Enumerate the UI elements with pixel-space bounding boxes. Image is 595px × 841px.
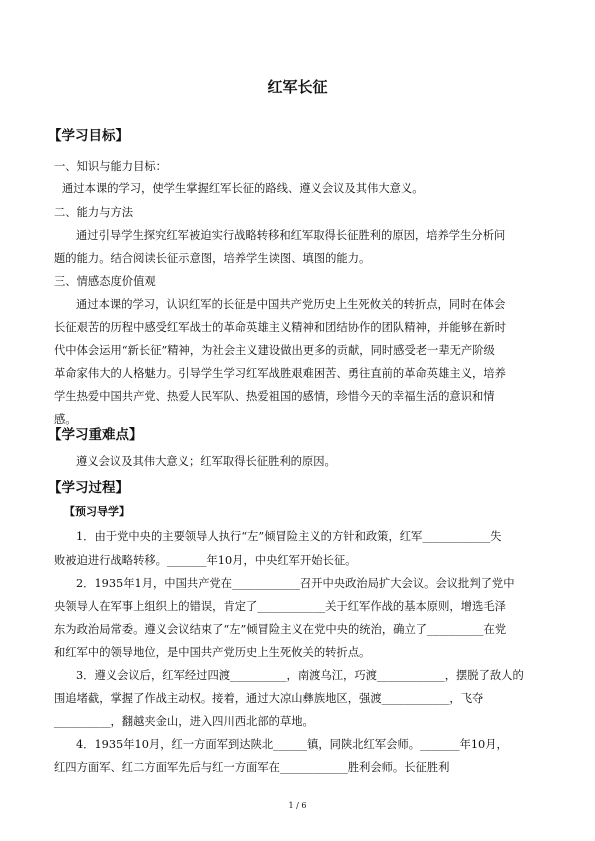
section-heading-goals: 【学习目标】 [48, 128, 129, 144]
question-line-3: 2．1935年1月，中国共产党在____________召开中央政治局扩大会议。会议批判了党中 [76, 577, 515, 590]
goal-line-8: 长征艰苦的历程中感受红军战士的革命英雄主义精神和团结协作的团队精神，并能够在新时 [54, 321, 506, 334]
goal-line-6: 三、情感态度价值观 [54, 275, 156, 288]
goal-line-10: 革命家伟大的人格魅力。引导学生学习红军战胜艰难困苦、勇往直前的革命英雄主义，培养 [54, 367, 506, 380]
question-line-8: 围追堵截，掌握了作战主动权。接着，通过大凉山彝族地区，强渡____________，飞夺 [54, 692, 484, 705]
subheading-preview: 【预习导学】 [64, 505, 130, 518]
section-heading-key-points: 【学习重难点】 [48, 427, 143, 443]
key-points-text: 遵义会议及其伟大意义；红军取得长征胜利的原因。 [76, 455, 336, 468]
goal-line-5: 题的能力。结合阅读长征示意图，培养学生读图、填图的能力。 [54, 252, 371, 265]
goal-line-3: 二、能力与方法 [54, 206, 134, 219]
question-line-9: __________，翻越夹金山，进入四川西北部的草地。 [54, 715, 314, 728]
goal-line-4: 通过引导学生探究红军被迫实行战略转移和红军取得长征胜利的原因，培养学生分析问 [76, 229, 506, 242]
page-title: 红军长征 [267, 78, 328, 96]
goal-line-12: 感。 [54, 413, 77, 426]
goal-line-9: 代中体会运用“新长征”精神，为社会主义建设做出更多的贡献，同时感受老一辈无产阶级 [54, 344, 495, 357]
question-line-1: 1．由于党中央的主要领导人执行“左”倾冒险主义的方针和政策，红军____________失 [76, 530, 502, 543]
section-heading-process: 【学习过程】 [48, 480, 129, 496]
question-line-6: 和红军中的领导地位，是中国共产党历史上生死攸关的转折点。 [54, 646, 371, 659]
goal-line-7: 通过本课的学习，认识红军的长征是中国共产党历史上生死攸关的转折点，同时在体会 [76, 298, 506, 311]
question-line-2: 败被迫进行战略转移。_______年10月，中央红军开始长征。 [54, 554, 357, 567]
goal-line-11: 学生热爱中国共产党、热爱人民军队、热爱祖国的感情，珍惜今天的幸福生活的意识和情 [54, 390, 495, 403]
question-line-7: 3．遵义会议后，红军经过四渡__________，南渡乌江，巧渡____________，摆脱了敌人的 [76, 669, 524, 682]
question-line-11: 红四方面军、红二方面军先后与红一方面军在____________胜利会师。长征胜利 [54, 761, 450, 774]
goal-line-2: 通过本课的学习，使学生掌握红军长征的路线、遵义会议及其伟大意义。 [62, 182, 424, 195]
question-line-10: 4．1935年10月，红一方面军到达陕北______镇，同陕北红军会师。_______年10月， [76, 738, 508, 751]
page-number: 1 / 6 [288, 801, 307, 810]
question-line-5: 东为政治局常委。遵义会议结束了“左”倾冒险主义在党中央的统治，确立了__________在党 [54, 623, 507, 636]
question-line-4: 央领导人在军事上组织上的错误，肯定了____________关于红军作战的基本原则，增选毛泽 [54, 600, 506, 613]
goal-line-1: 一、知识与能力目标： [54, 160, 167, 173]
